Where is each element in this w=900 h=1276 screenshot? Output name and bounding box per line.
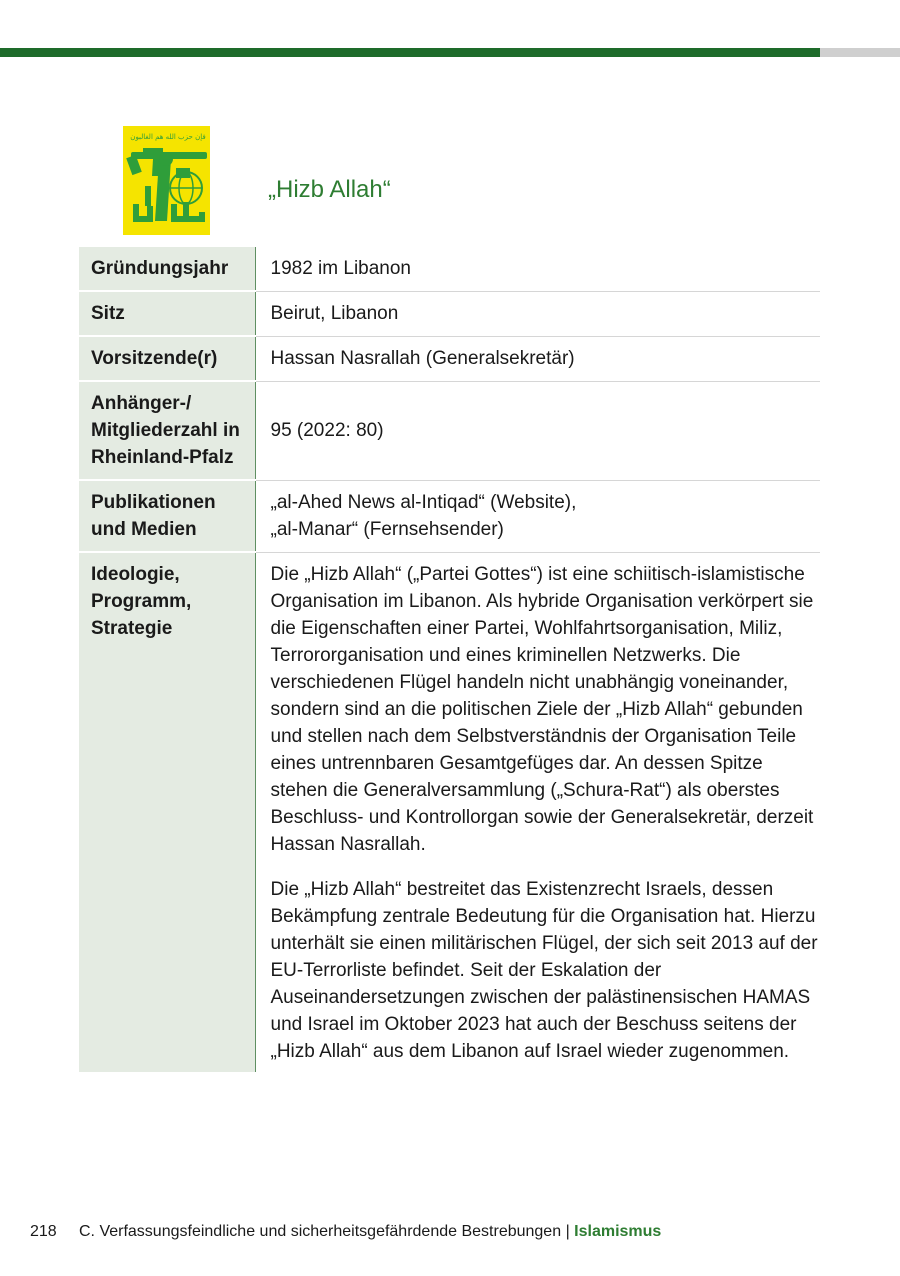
logo-inscription: فإن حزب الله هم الغالبون (130, 133, 206, 141)
publication-website: „al-Ahed News al-Intiqad“ (Website), (270, 491, 577, 513)
label-seat: Sitz (79, 291, 255, 336)
header-bar-grey (820, 48, 900, 57)
page-footer (30, 1223, 661, 1241)
label-publications-line-1: Publikationen (91, 492, 216, 513)
footer-separator: | (565, 1223, 570, 1240)
value-publications (255, 480, 820, 552)
label-members-line-3: Rheinland-Pfalz (91, 447, 234, 468)
page-number: 218 (30, 1223, 57, 1240)
footer-section: Islamismus (574, 1223, 662, 1240)
label-ideology (79, 552, 255, 1073)
organization-facts-table (79, 247, 820, 1074)
header-bar-green (0, 48, 820, 57)
value-chair: Hassan Nasrallah (Generalsekretär) (255, 336, 820, 381)
row-founding-year (79, 247, 820, 291)
label-ideology-line-2: Programm, (91, 591, 192, 612)
row-ideology (79, 552, 820, 1073)
row-members (79, 381, 820, 480)
label-publications (79, 480, 255, 552)
publication-tv-channel: „al-Manar“ (Fernsehsender) (270, 518, 504, 540)
label-chair: Vorsitzende(r) (79, 336, 255, 381)
value-members: 95 (2022: 80) (255, 381, 820, 480)
label-founding-year: Gründungsjahr (79, 247, 255, 291)
label-ideology-line-1: Ideologie, (91, 564, 180, 585)
row-seat (79, 291, 820, 336)
value-seat: Beirut, Libanon (255, 291, 820, 336)
hizb-allah-flag-emblem-icon (123, 126, 210, 235)
ideology-paragraph-1: Die „Hizb Allah“ („Partei Gottes“) ist eine schiitisch-islamistische Organisation im Libanon. Als hybride Organisation verkörpert sie die Eigenschaften einer Partei, Wohlfahrtsorganisation, Miliz, Terrororganisation und eines kriminellen Netzwerks. Die verschiedenen Flügel handeln nicht unabhängig voneinander, sondern sind an die politischen Ziele der „Hizb Allah“ gebunden und stellen nach dem Selbstverständnis der Organisation Teile eines untrennbaren Gesamtgefüges dar. An dessen Spitze stehen die Generalversammlung („Schura-Rat“) als oberstes Beschluss- und Kontrollorgan sowie der Generalsekretär, derzeit Hassan Nasrallah. (270, 563, 814, 855)
row-publications (79, 480, 820, 552)
value-founding-year: 1982 im Libanon (255, 247, 820, 291)
label-ideology-line-3: Strategie (91, 618, 173, 639)
row-chair (79, 336, 820, 381)
label-members (79, 381, 255, 480)
organization-title: „Hizb Allah“ (268, 176, 391, 203)
ideology-paragraph-2: Die „Hizb Allah“ bestreitet das Existenzrecht Israels, dessen Bekämpfung zentrale Bedeutung für die Organisation hat. Hierzu unterhält sie einen militärischen Flügel, der sich seit 2013 auf der EU-Terrorliste befindet. Seit der Eskalation der Auseinandersetzungen zwischen der palästinensischen HAMAS und Israel im Oktober 2023 hat auch der Beschuss seitens der „Hizb Allah“ aus dem Libanon auf Israel wieder zugenommen. (270, 878, 818, 1062)
label-publications-line-2: und Medien (91, 519, 197, 540)
header-color-bar (0, 48, 900, 57)
footer-chapter: C. Verfassungsfeindliche und sicherheitsgefährdende Bestrebungen (79, 1223, 562, 1240)
value-ideology (255, 552, 820, 1073)
label-members-line-2: Mitgliederzahl in (91, 420, 240, 441)
label-members-line-1: Anhänger-/ (91, 393, 192, 414)
